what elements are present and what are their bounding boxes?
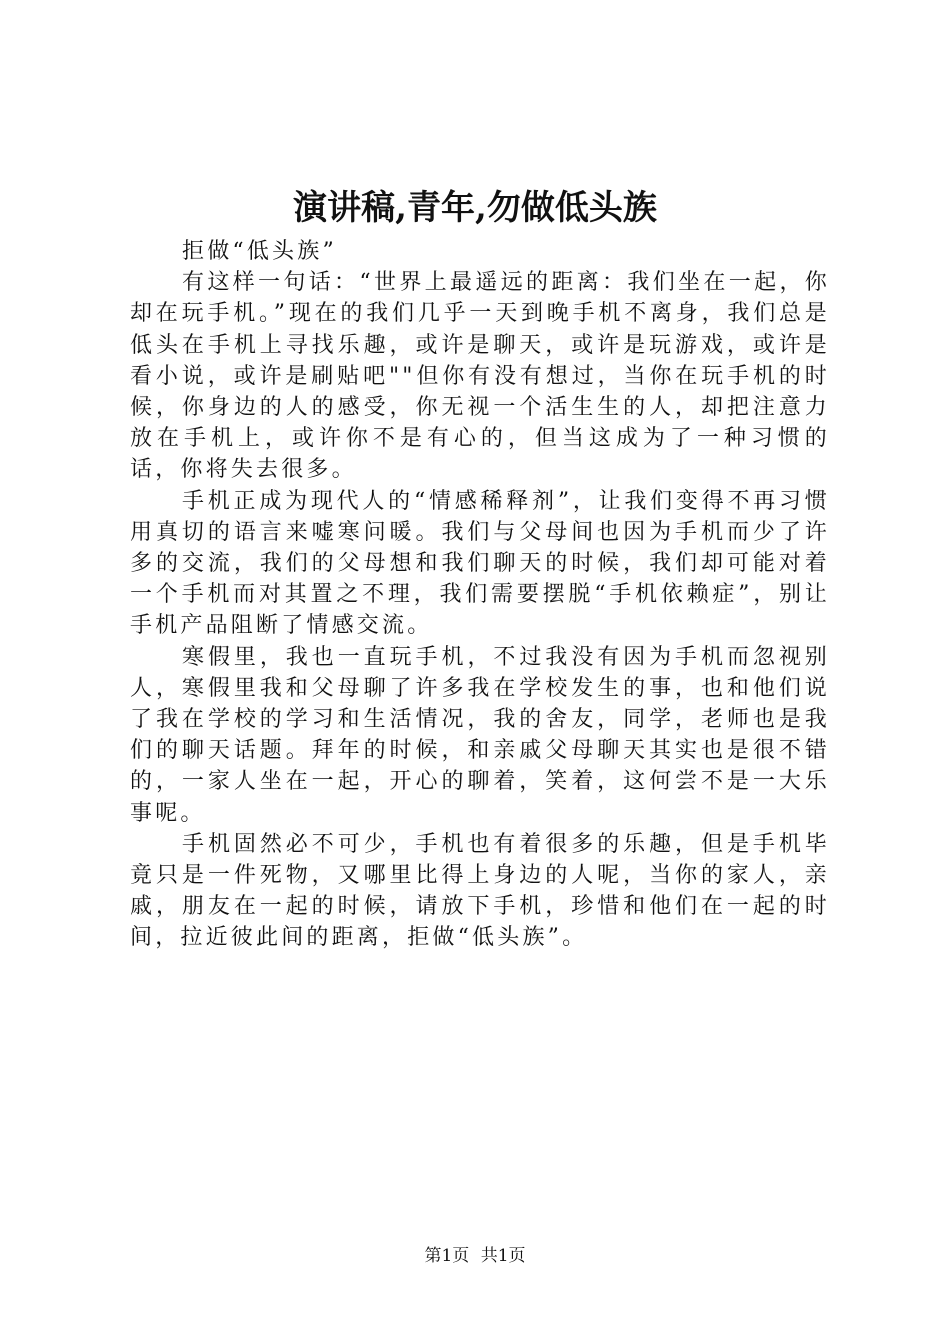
- paragraph: 手机固然必不可少，手机也有着很多的乐趣，但是手机毕竟只是一件死物，又哪里比得上身边的人呢，当你的家人，亲戚，朋友在一起的时候，请放下手机，珍惜和他们在一起的时间，拉近彼此间的距离，拒做“低头族”。: [130, 831, 830, 951]
- document-body: [130, 236, 830, 954]
- paragraph-subtitle: 拒做“低头族”: [182, 239, 337, 264]
- document-title: 演讲稿,青年,勿做低头族: [293, 188, 657, 228]
- page-total: 共1页: [480, 1246, 526, 1266]
- page-number: 第1页: [424, 1246, 470, 1266]
- paragraph: 手机正成为现代人的“情感稀释剂”，让我们变得不再习惯用真切的语言来嘘寒问暖。我们与父母间也因为手机而少了许多的交流，我们的父母想和我们聊天的时候，我们却可能对着一个手机而对其置之不理，我们需要摆脱“手机依赖症”，别让手机产品阻断了情感交流。: [130, 488, 830, 639]
- paragraph: 寒假里，我也一直玩手机，不过我没有因为手机而忽视别人，寒假里我和父母聊了许多我在学校发生的事，也和他们说了我在学校的学习和生活情况，我的舍友，同学，老师也是我们的聊天话题。拜年的时候，和亲戚父母聊天其实也是很不错的，一家人坐在一起，开心的聊着，笑着，这何尝不是一大乐事呢。: [130, 644, 830, 826]
- page-footer: [0, 1244, 950, 1268]
- paragraph: 有这样一句话：“世界上最遥远的距离：我们坐在一起，你却在玩手机。”现在的我们几乎一天到晚手机不离身，我们总是低头在手机上寻找乐趣，或许是聊天，或许是玩游戏，或许是看小说，或许是刷贴吧""但你有没有想过，当你在玩手机的时候，你身边的人的感受，你无视一个活生生的人，却把注意力放在手机上，或许你不是有心的，但当这成为了一种习惯的话，你将失去很多。: [130, 270, 830, 483]
